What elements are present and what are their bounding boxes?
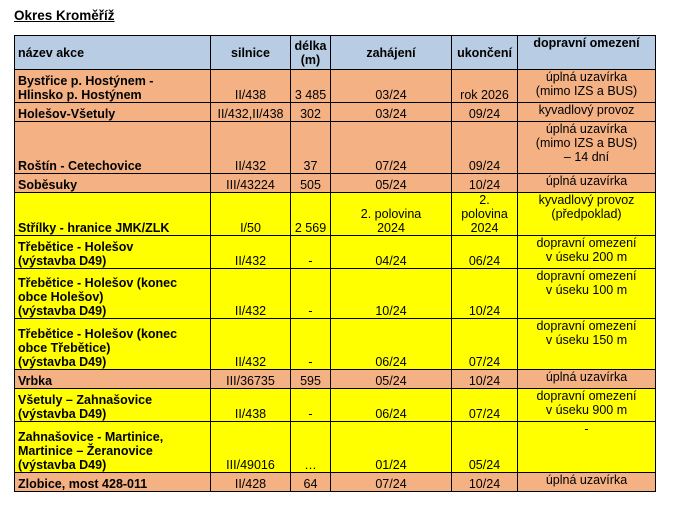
cell-restriction: úplná uzavírka (mimo IZS a BUS) – 14 dní xyxy=(518,122,656,174)
table-row xyxy=(15,389,656,422)
cell-road: III/49016 xyxy=(211,422,291,473)
header-length: délka (m) xyxy=(291,36,331,70)
cell-road: I/50 xyxy=(211,193,291,236)
table-row xyxy=(15,70,656,103)
cell-end: 07/24 xyxy=(452,389,518,422)
cell-name: Holešov-Všetuly xyxy=(15,103,211,122)
cell-start: 01/24 xyxy=(331,422,452,473)
table-row xyxy=(15,174,656,193)
cell-name: Bystřice p. Hostýnem - Hlinsko p. Hostýnem xyxy=(15,70,211,103)
cell-restriction: úplná uzavírka (mimo IZS a BUS) xyxy=(518,70,656,103)
cell-name: Zahnašovice - Martinice, Martinice – Žeranovice (výstavba D49) xyxy=(15,422,211,473)
cell-length: - xyxy=(291,319,331,370)
cell-name: Zlobice, most 428-011 xyxy=(15,473,211,492)
cell-length: 595 xyxy=(291,370,331,389)
table-row xyxy=(15,122,656,174)
cell-name: Třebětice - Holešov (konec obce Holešov) (výstavba D49) xyxy=(15,269,211,319)
cell-name: Všetuly – Zahnašovice (výstavba D49) xyxy=(15,389,211,422)
page-title: Okres Kroměříž xyxy=(14,8,115,23)
cell-name: Třebětice - Holešov (výstavba D49) xyxy=(15,236,211,269)
cell-start: 04/24 xyxy=(331,236,452,269)
cell-restriction: dopravní omezení v úseku 900 m xyxy=(518,389,656,422)
header-row xyxy=(15,36,656,70)
cell-road: II/432 xyxy=(211,269,291,319)
cell-start: 2. polovina 2024 xyxy=(331,193,452,236)
cell-end: 2. polovina 2024 xyxy=(452,193,518,236)
table-row xyxy=(15,473,656,492)
cell-road: III/43224 xyxy=(211,174,291,193)
cell-length: - xyxy=(291,389,331,422)
header-start: zahájení xyxy=(331,36,452,70)
table-row xyxy=(15,422,656,473)
road-closures-table xyxy=(14,35,656,492)
cell-road: II/432 xyxy=(211,319,291,370)
cell-end: 09/24 xyxy=(452,103,518,122)
cell-end: 10/24 xyxy=(452,174,518,193)
cell-end: rok 2026 xyxy=(452,70,518,103)
cell-road: II/432 xyxy=(211,236,291,269)
cell-road: II/438 xyxy=(211,70,291,103)
header-name: název akce xyxy=(15,36,211,70)
cell-length: … xyxy=(291,422,331,473)
cell-start: 07/24 xyxy=(331,122,452,174)
cell-restriction: dopravní omezení v úseku 150 m xyxy=(518,319,656,370)
cell-road: II/428 xyxy=(211,473,291,492)
cell-road: II/432,II/438 xyxy=(211,103,291,122)
cell-restriction: úplná uzavírka xyxy=(518,174,656,193)
cell-road: II/438 xyxy=(211,389,291,422)
cell-length: - xyxy=(291,236,331,269)
table-row xyxy=(15,193,656,236)
cell-end: 10/24 xyxy=(452,473,518,492)
cell-length: 505 xyxy=(291,174,331,193)
table-row xyxy=(15,319,656,370)
table-row xyxy=(15,370,656,389)
cell-end: 09/24 xyxy=(452,122,518,174)
cell-name: Třebětice - Holešov (konec obce Třebětice) (výstavba D49) xyxy=(15,319,211,370)
cell-restriction: dopravní omezení v úseku 100 m xyxy=(518,269,656,319)
cell-end: 10/24 xyxy=(452,269,518,319)
cell-end: 07/24 xyxy=(452,319,518,370)
cell-restriction: kyvadlový provoz (předpoklad) xyxy=(518,193,656,236)
cell-start: 03/24 xyxy=(331,103,452,122)
cell-start: 06/24 xyxy=(331,319,452,370)
cell-restriction: - xyxy=(518,422,656,473)
cell-start: 06/24 xyxy=(331,389,452,422)
cell-road: III/36735 xyxy=(211,370,291,389)
header-end: ukončení xyxy=(452,36,518,70)
table-row xyxy=(15,236,656,269)
cell-length: 302 xyxy=(291,103,331,122)
cell-length: 37 xyxy=(291,122,331,174)
header-road: silnice xyxy=(211,36,291,70)
cell-name: Střílky - hranice JMK/ZLK xyxy=(15,193,211,236)
cell-length: 3 485 xyxy=(291,70,331,103)
cell-name: Soběsuky xyxy=(15,174,211,193)
table-row xyxy=(15,103,656,122)
cell-end: 10/24 xyxy=(452,370,518,389)
cell-restriction: úplná uzavírka xyxy=(518,370,656,389)
cell-restriction: kyvadlový provoz xyxy=(518,103,656,122)
cell-restriction: dopravní omezení v úseku 200 m xyxy=(518,236,656,269)
cell-restriction: úplná uzavírka xyxy=(518,473,656,492)
cell-length: 64 xyxy=(291,473,331,492)
cell-name: Roštín - Cetechovice xyxy=(15,122,211,174)
cell-length: 2 569 xyxy=(291,193,331,236)
cell-start: 05/24 xyxy=(331,174,452,193)
cell-start: 03/24 xyxy=(331,70,452,103)
table-row xyxy=(15,269,656,319)
cell-length: - xyxy=(291,269,331,319)
header-restriction: dopravní omezení xyxy=(518,36,656,70)
cell-start: 10/24 xyxy=(331,269,452,319)
cell-end: 05/24 xyxy=(452,422,518,473)
cell-start: 07/24 xyxy=(331,473,452,492)
cell-start: 05/24 xyxy=(331,370,452,389)
cell-end: 06/24 xyxy=(452,236,518,269)
cell-road: II/432 xyxy=(211,122,291,174)
cell-name: Vrbka xyxy=(15,370,211,389)
